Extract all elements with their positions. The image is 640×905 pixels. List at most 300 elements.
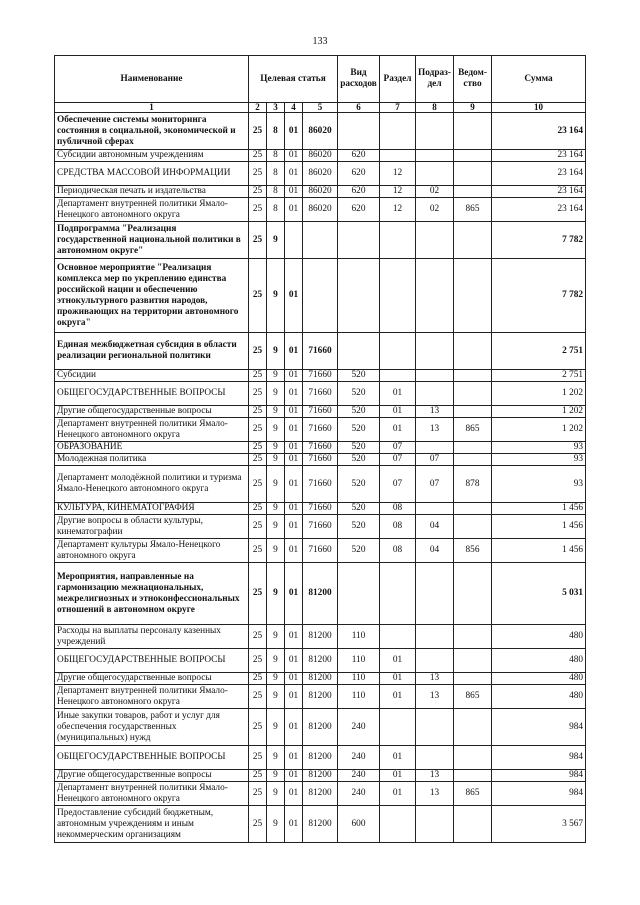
department-code xyxy=(454,333,492,370)
subprogram-code: 9 xyxy=(267,406,285,418)
row-sum: 23 164 xyxy=(492,113,586,150)
row-name: Периодическая печать и издательства xyxy=(55,186,249,198)
direction-code: 71660 xyxy=(303,370,338,382)
row-name: Основное мероприятие "Реализация комплекса мер по укреплению единства российской нации и обеспечению этнокультурного развития народов, проживающих на территории автономного округа" xyxy=(55,259,249,333)
program-code: 25 xyxy=(249,198,267,222)
table-row xyxy=(55,150,586,162)
subprogram-code: 9 xyxy=(267,454,285,466)
expense-type xyxy=(338,333,380,370)
subsection-code: 02 xyxy=(416,198,454,222)
row-name: Субсидии xyxy=(55,370,249,382)
program-code: 25 xyxy=(249,370,267,382)
expense-type: 110 xyxy=(338,673,380,685)
program-code: 25 xyxy=(249,806,267,843)
subsection-code xyxy=(416,563,454,625)
department-code xyxy=(454,770,492,782)
expense-type: 110 xyxy=(338,685,380,709)
department-code: 865 xyxy=(454,198,492,222)
direction-code: 71660 xyxy=(303,539,338,563)
column-number: 9 xyxy=(454,103,492,113)
department-code xyxy=(454,746,492,770)
column-number: 7 xyxy=(380,103,416,113)
event-code: 01 xyxy=(285,162,303,186)
department-code xyxy=(454,162,492,186)
section-code: 01 xyxy=(380,770,416,782)
section-code: 01 xyxy=(380,673,416,685)
row-sum: 7 782 xyxy=(492,222,586,259)
row-sum: 984 xyxy=(492,746,586,770)
row-sum: 480 xyxy=(492,625,586,649)
section-code xyxy=(380,370,416,382)
subsection-code xyxy=(416,150,454,162)
row-name: Мероприятия, направленные на гармонизацию межнациональных, межрелигиозных и этноконфессиональных отношений в автономном округе xyxy=(55,563,249,625)
expense-type: 520 xyxy=(338,406,380,418)
table-row xyxy=(55,186,586,198)
subprogram-code: 8 xyxy=(267,113,285,150)
event-code: 01 xyxy=(285,515,303,539)
header-name: Наименование xyxy=(55,56,249,103)
subprogram-code: 9 xyxy=(267,673,285,685)
expense-type: 520 xyxy=(338,454,380,466)
direction-code: 81200 xyxy=(303,782,338,806)
section-code: 12 xyxy=(380,186,416,198)
table-row xyxy=(55,442,586,454)
program-code: 25 xyxy=(249,150,267,162)
event-code: 01 xyxy=(285,406,303,418)
section-code: 07 xyxy=(380,442,416,454)
subsection-code xyxy=(416,503,454,515)
subsection-code: 04 xyxy=(416,539,454,563)
subprogram-code: 9 xyxy=(267,222,285,259)
subsection-code: 13 xyxy=(416,673,454,685)
section-code: 07 xyxy=(380,466,416,503)
subprogram-code: 9 xyxy=(267,418,285,442)
row-sum: 3 567 xyxy=(492,806,586,843)
row-name: СРЕДСТВА МАССОВОЙ ИНФОРМАЦИИ xyxy=(55,162,249,186)
direction-code: 81200 xyxy=(303,709,338,746)
column-number: 5 xyxy=(303,103,338,113)
event-code: 01 xyxy=(285,186,303,198)
direction-code: 71660 xyxy=(303,418,338,442)
program-code: 25 xyxy=(249,685,267,709)
expense-type: 110 xyxy=(338,625,380,649)
column-number: 4 xyxy=(285,103,303,113)
row-name: Обеспечение системы мониторинга состояния в социальной, экономической и публичной сферах xyxy=(55,113,249,150)
department-code: 865 xyxy=(454,418,492,442)
table-row xyxy=(55,162,586,186)
section-code: 01 xyxy=(380,782,416,806)
row-sum: 2 751 xyxy=(492,370,586,382)
department-code xyxy=(454,503,492,515)
column-number: 1 xyxy=(55,103,249,113)
row-name: Предоставление субсидий бюджетным, автономным учреждениям и иным некоммерческим организациям xyxy=(55,806,249,843)
program-code: 25 xyxy=(249,406,267,418)
column-number: 3 xyxy=(267,103,285,113)
row-name: Другие общегосударственные вопросы xyxy=(55,673,249,685)
program-code: 25 xyxy=(249,563,267,625)
subprogram-code: 9 xyxy=(267,782,285,806)
department-code xyxy=(454,673,492,685)
column-number-row xyxy=(55,103,586,113)
expense-type: 620 xyxy=(338,150,380,162)
program-code: 25 xyxy=(249,382,267,406)
department-code xyxy=(454,382,492,406)
table-row xyxy=(55,770,586,782)
column-number: 10 xyxy=(492,103,586,113)
department-code xyxy=(454,150,492,162)
department-code xyxy=(454,186,492,198)
expense-type: 620 xyxy=(338,198,380,222)
row-name: Департамент внутренней политики Ямало-Ненецкого автономного округа xyxy=(55,685,249,709)
program-code: 25 xyxy=(249,503,267,515)
table-row xyxy=(55,418,586,442)
subsection-code: 13 xyxy=(416,782,454,806)
row-sum: 93 xyxy=(492,466,586,503)
event-code: 01 xyxy=(285,259,303,333)
subprogram-code: 9 xyxy=(267,539,285,563)
section-code: 12 xyxy=(380,162,416,186)
event-code: 01 xyxy=(285,673,303,685)
row-name: Молодежная политика xyxy=(55,454,249,466)
table-row xyxy=(55,563,586,625)
row-sum: 23 164 xyxy=(492,162,586,186)
program-code: 25 xyxy=(249,333,267,370)
row-sum: 1 202 xyxy=(492,382,586,406)
program-code: 25 xyxy=(249,746,267,770)
expense-type: 520 xyxy=(338,370,380,382)
row-name: Департамент внутренней политики Ямало-Ненецкого автономного округа xyxy=(55,418,249,442)
event-code: 01 xyxy=(285,649,303,673)
program-code: 25 xyxy=(249,222,267,259)
program-code: 25 xyxy=(249,539,267,563)
subsection-code xyxy=(416,162,454,186)
event-code: 01 xyxy=(285,625,303,649)
subprogram-code: 9 xyxy=(267,746,285,770)
program-code: 25 xyxy=(249,673,267,685)
table-row xyxy=(55,673,586,685)
subprogram-code: 9 xyxy=(267,503,285,515)
direction-code: 86020 xyxy=(303,198,338,222)
subprogram-code: 9 xyxy=(267,382,285,406)
table-row xyxy=(55,198,586,222)
subsection-code xyxy=(416,746,454,770)
direction-code: 71660 xyxy=(303,406,338,418)
section-code xyxy=(380,150,416,162)
department-code xyxy=(454,442,492,454)
table-row xyxy=(55,806,586,843)
department-code xyxy=(454,563,492,625)
budget-table xyxy=(54,55,586,843)
page-number: 133 xyxy=(312,36,328,47)
event-code: 01 xyxy=(285,746,303,770)
program-code: 25 xyxy=(249,466,267,503)
column-number: 2 xyxy=(249,103,267,113)
event-code: 01 xyxy=(285,503,303,515)
event-code: 01 xyxy=(285,709,303,746)
expense-type xyxy=(338,563,380,625)
table-row xyxy=(55,709,586,746)
department-code xyxy=(454,113,492,150)
event-code: 01 xyxy=(285,370,303,382)
section-code: 01 xyxy=(380,406,416,418)
program-code: 25 xyxy=(249,186,267,198)
subsection-code: 07 xyxy=(416,466,454,503)
row-name: КУЛЬТУРА, КИНЕМАТОГРАФИЯ xyxy=(55,503,249,515)
subprogram-code: 9 xyxy=(267,709,285,746)
program-code: 25 xyxy=(249,454,267,466)
event-code: 01 xyxy=(285,685,303,709)
direction-code: 86020 xyxy=(303,150,338,162)
row-sum: 984 xyxy=(492,709,586,746)
program-code: 25 xyxy=(249,418,267,442)
subsection-code: 13 xyxy=(416,685,454,709)
column-number: 6 xyxy=(338,103,380,113)
row-sum: 1 202 xyxy=(492,406,586,418)
table-row xyxy=(55,113,586,150)
header-summa: Сумма xyxy=(492,56,586,103)
program-code: 25 xyxy=(249,649,267,673)
expense-type: 620 xyxy=(338,186,380,198)
subsection-code xyxy=(416,709,454,746)
row-sum: 1 202 xyxy=(492,418,586,442)
section-code xyxy=(380,709,416,746)
subsection-code: 07 xyxy=(416,454,454,466)
department-code xyxy=(454,454,492,466)
expense-type: 240 xyxy=(338,709,380,746)
section-code: 08 xyxy=(380,515,416,539)
row-name: Департамент внутренней политики Ямало-Ненецкого автономного округа xyxy=(55,782,249,806)
section-code xyxy=(380,563,416,625)
event-code: 01 xyxy=(285,770,303,782)
row-name: Департамент культуры Ямало-Ненецкого автономного округа xyxy=(55,539,249,563)
subprogram-code: 9 xyxy=(267,563,285,625)
department-code xyxy=(454,370,492,382)
department-code xyxy=(454,222,492,259)
section-code xyxy=(380,333,416,370)
expense-type: 240 xyxy=(338,782,380,806)
expense-type: 600 xyxy=(338,806,380,843)
row-name: Другие общегосударственные вопросы xyxy=(55,770,249,782)
direction-code: 71660 xyxy=(303,442,338,454)
subsection-code: 04 xyxy=(416,515,454,539)
subsection-code: 13 xyxy=(416,770,454,782)
row-sum: 480 xyxy=(492,685,586,709)
subprogram-code: 9 xyxy=(267,649,285,673)
expense-type: 520 xyxy=(338,503,380,515)
direction-code: 81200 xyxy=(303,770,338,782)
department-code xyxy=(454,406,492,418)
subprogram-code: 9 xyxy=(267,259,285,333)
table-row xyxy=(55,782,586,806)
table-row xyxy=(55,515,586,539)
expense-type: 240 xyxy=(338,746,380,770)
event-code: 01 xyxy=(285,539,303,563)
row-sum: 93 xyxy=(492,454,586,466)
department-code xyxy=(454,709,492,746)
subsection-code: 02 xyxy=(416,186,454,198)
table-row xyxy=(55,382,586,406)
table-row xyxy=(55,222,586,259)
subprogram-code: 9 xyxy=(267,685,285,709)
subsection-code xyxy=(416,333,454,370)
table-row xyxy=(55,466,586,503)
direction-code: 86020 xyxy=(303,162,338,186)
section-code: 01 xyxy=(380,746,416,770)
event-code: 01 xyxy=(285,333,303,370)
direction-code: 71660 xyxy=(303,466,338,503)
subprogram-code: 8 xyxy=(267,198,285,222)
section-code: 01 xyxy=(380,418,416,442)
program-code: 25 xyxy=(249,782,267,806)
table-row xyxy=(55,370,586,382)
section-code: 01 xyxy=(380,649,416,673)
subsection-code xyxy=(416,222,454,259)
row-name: Другие вопросы в области культуры, кинематографии xyxy=(55,515,249,539)
expense-type: 110 xyxy=(338,649,380,673)
event-code: 01 xyxy=(285,782,303,806)
subprogram-code: 9 xyxy=(267,515,285,539)
expense-type: 520 xyxy=(338,515,380,539)
subprogram-code: 8 xyxy=(267,162,285,186)
row-sum: 984 xyxy=(492,770,586,782)
expense-type: 620 xyxy=(338,162,380,186)
section-code: 08 xyxy=(380,539,416,563)
row-sum: 984 xyxy=(492,782,586,806)
event-code xyxy=(285,222,303,259)
event-code: 01 xyxy=(285,382,303,406)
department-code xyxy=(454,515,492,539)
row-name: Иные закупки товаров, работ и услуг для обеспечения государственных (муниципальных) нужд xyxy=(55,709,249,746)
event-code: 01 xyxy=(285,418,303,442)
direction-code: 71660 xyxy=(303,515,338,539)
section-code xyxy=(380,806,416,843)
direction-code xyxy=(303,222,338,259)
event-code: 01 xyxy=(285,198,303,222)
header-razdel: Раздел xyxy=(380,56,416,103)
department-code: 878 xyxy=(454,466,492,503)
department-code: 865 xyxy=(454,685,492,709)
department-code: 856 xyxy=(454,539,492,563)
table-row xyxy=(55,259,586,333)
direction-code xyxy=(303,259,338,333)
direction-code: 81200 xyxy=(303,685,338,709)
expense-type xyxy=(338,113,380,150)
header-target: Целевая статья xyxy=(249,56,338,103)
subprogram-code: 9 xyxy=(267,442,285,454)
program-code: 25 xyxy=(249,625,267,649)
direction-code: 81200 xyxy=(303,673,338,685)
subsection-code xyxy=(416,442,454,454)
direction-code: 81200 xyxy=(303,806,338,843)
header-row xyxy=(55,56,586,103)
row-name: ОБЩЕГОСУДАРСТВЕННЫЕ ВОПРОСЫ xyxy=(55,746,249,770)
expense-type xyxy=(338,259,380,333)
subprogram-code: 8 xyxy=(267,186,285,198)
row-name: ОБРАЗОВАНИЕ xyxy=(55,442,249,454)
subprogram-code: 9 xyxy=(267,806,285,843)
expense-type: 520 xyxy=(338,539,380,563)
subprogram-code: 9 xyxy=(267,333,285,370)
row-name: Подпрограмма "Реализация государственной национальной политики в автономном округе" xyxy=(55,222,249,259)
column-number: 8 xyxy=(416,103,454,113)
expense-type: 240 xyxy=(338,770,380,782)
subsection-code: 13 xyxy=(416,406,454,418)
section-code xyxy=(380,259,416,333)
row-sum: 1 456 xyxy=(492,503,586,515)
program-code: 25 xyxy=(249,770,267,782)
event-code: 01 xyxy=(285,806,303,843)
table-row xyxy=(55,333,586,370)
table-row xyxy=(55,503,586,515)
direction-code: 71660 xyxy=(303,333,338,370)
table-row xyxy=(55,746,586,770)
event-code: 01 xyxy=(285,150,303,162)
row-name: Департамент молодёжной политики и туризма Ямало-Ненецкого автономного округа xyxy=(55,466,249,503)
program-code: 25 xyxy=(249,113,267,150)
row-name: Расходы на выплаты персоналу казенных учреждений xyxy=(55,625,249,649)
direction-code: 71660 xyxy=(303,503,338,515)
event-code: 01 xyxy=(285,454,303,466)
expense-type: 520 xyxy=(338,382,380,406)
direction-code: 71660 xyxy=(303,382,338,406)
program-code: 25 xyxy=(249,162,267,186)
direction-code: 81200 xyxy=(303,563,338,625)
section-code: 01 xyxy=(380,382,416,406)
header-podrazdel: Подраз-дел xyxy=(416,56,454,103)
table-row xyxy=(55,625,586,649)
event-code: 01 xyxy=(285,563,303,625)
direction-code: 86020 xyxy=(303,186,338,198)
subsection-code: 13 xyxy=(416,418,454,442)
expense-type: 520 xyxy=(338,442,380,454)
section-code xyxy=(380,222,416,259)
row-sum: 2 751 xyxy=(492,333,586,370)
subsection-code xyxy=(416,625,454,649)
row-name: Единая межбюджетная субсидия в области реализации региональной политики xyxy=(55,333,249,370)
subsection-code xyxy=(416,113,454,150)
row-name: Департамент внутренней политики Ямало-Ненецкого автономного округа xyxy=(55,198,249,222)
table-row xyxy=(55,406,586,418)
row-name: Субсидии автономным учреждениям xyxy=(55,150,249,162)
expense-type: 520 xyxy=(338,466,380,503)
header-vid: Вид расходов xyxy=(338,56,380,103)
subprogram-code: 9 xyxy=(267,770,285,782)
department-code xyxy=(454,625,492,649)
section-code: 01 xyxy=(380,685,416,709)
row-sum: 480 xyxy=(492,673,586,685)
department-code: 865 xyxy=(454,782,492,806)
subprogram-code: 9 xyxy=(267,625,285,649)
row-sum: 23 164 xyxy=(492,186,586,198)
program-code: 25 xyxy=(249,442,267,454)
department-code xyxy=(454,806,492,843)
subsection-code xyxy=(416,806,454,843)
table-row xyxy=(55,454,586,466)
row-sum: 23 164 xyxy=(492,150,586,162)
program-code: 25 xyxy=(249,709,267,746)
direction-code: 81200 xyxy=(303,625,338,649)
program-code: 25 xyxy=(249,259,267,333)
direction-code: 71660 xyxy=(303,454,338,466)
direction-code: 86020 xyxy=(303,113,338,150)
header-vedomstvo: Ведом-ство xyxy=(454,56,492,103)
event-code: 01 xyxy=(285,442,303,454)
subprogram-code: 9 xyxy=(267,466,285,503)
subsection-code xyxy=(416,370,454,382)
row-name: ОБЩЕГОСУДАРСТВЕННЫЕ ВОПРОСЫ xyxy=(55,649,249,673)
row-name: Другие общегосударственные вопросы xyxy=(55,406,249,418)
direction-code: 81200 xyxy=(303,746,338,770)
